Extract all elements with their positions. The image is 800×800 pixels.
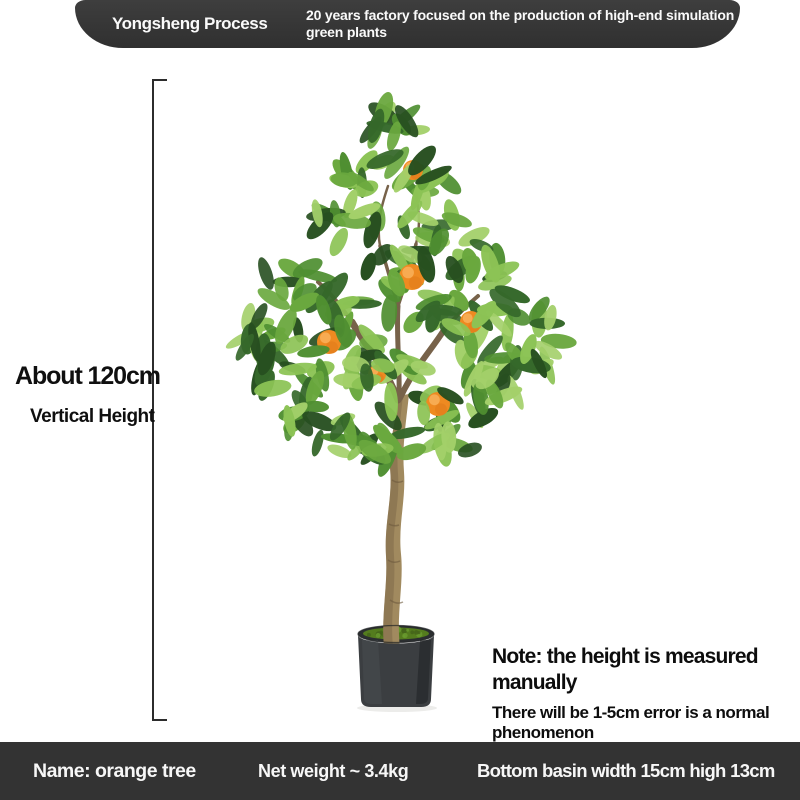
header-tagline — [306, 7, 740, 41]
product-basin-size: Bottom basin width 15cm high 13cm — [477, 760, 775, 781]
note-body-line2: phenomenon — [492, 723, 594, 742]
header-banner — [75, 0, 740, 48]
note-title-line2: manually — [492, 671, 577, 694]
note-title-line1: Note: the height is measured — [492, 645, 758, 668]
dimension-tick-bottom — [152, 719, 167, 721]
brand-name: Yongsheng Process — [112, 14, 268, 33]
header-tagline-line2: green plants — [306, 24, 387, 40]
note-body-line1: There will be 1-5cm error is a normal — [492, 703, 770, 722]
header-tagline-line1: 20 years factory focused on the production of high-end simulation — [306, 7, 735, 23]
dimension-tick-top — [152, 79, 167, 81]
product-name: Name: orange tree — [33, 759, 196, 782]
measurement-note — [492, 644, 792, 743]
footer-spec-bar — [0, 742, 800, 800]
height-dimension-line — [152, 79, 154, 721]
height-label: About 120cm — [15, 362, 160, 390]
note-title — [492, 644, 792, 696]
product-net-weight: Net weight ~ 3.4kg — [258, 760, 409, 781]
height-sublabel: Vertical Height — [30, 406, 155, 427]
note-body — [492, 703, 792, 743]
